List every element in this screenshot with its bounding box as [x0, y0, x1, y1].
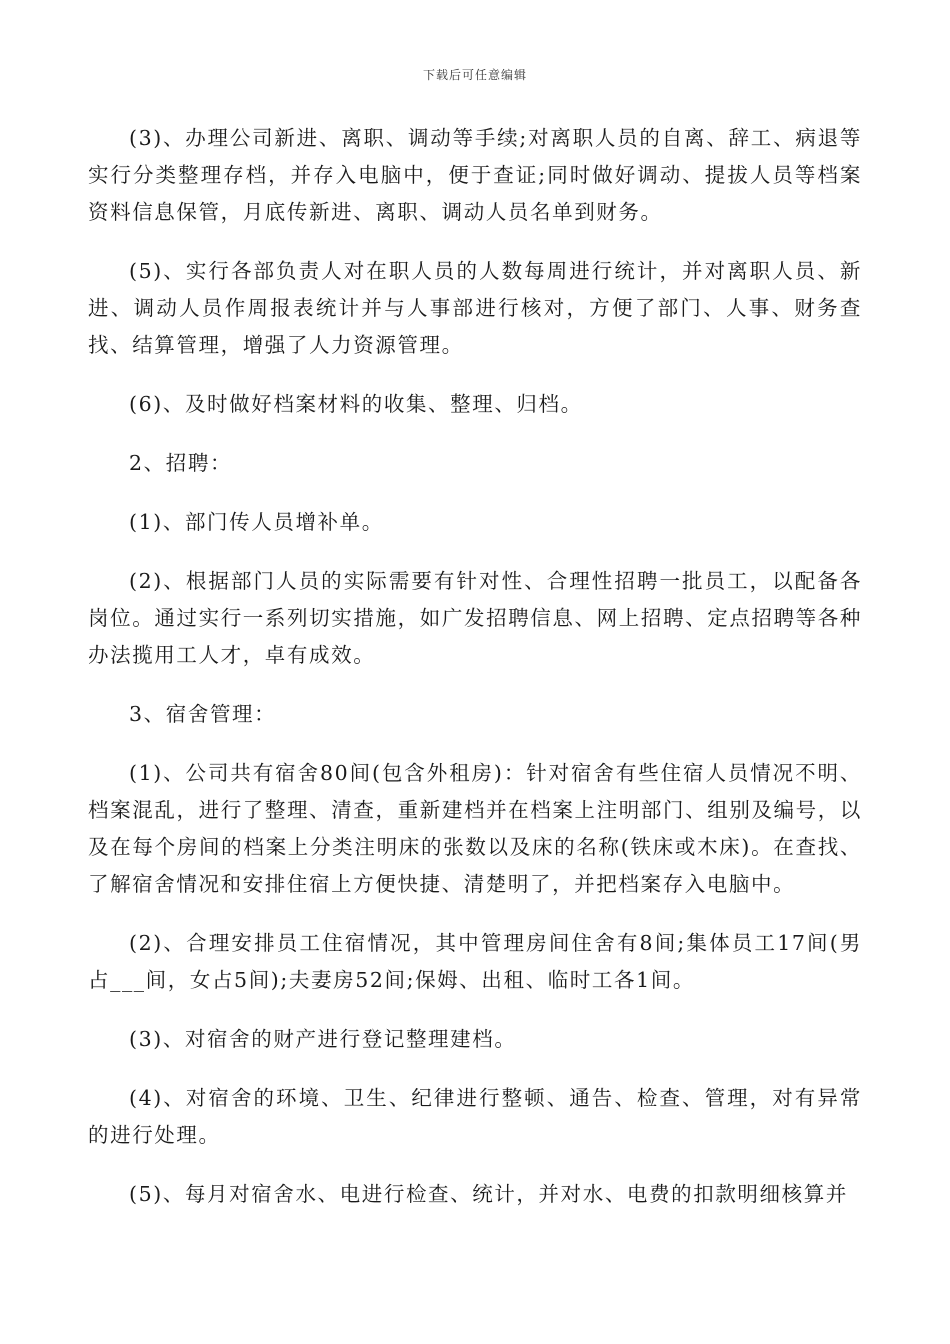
paragraph-weekly-statistics: (5)、实行各部负责人对在职人员的人数每周进行统计，并对离职人员、新进、调动人员作周报表统计并与人事部进行核对，方便了部门、人事、财务查找、结算管理，增强了人力资源管理。	[88, 259, 862, 357]
section-heading-dormitory: 3、宿舍管理：	[129, 702, 277, 726]
paragraph-environment-management: (4)、对宿舍的环境、卫生、纪律进行整顿、通告、检查、管理，对有异常的进行处理。	[88, 1086, 862, 1147]
paragraph-dormitory-count: (1)、公司共有宿舍80间(包含外租房)：针对宿舍有些住宿人员情况不明、档案混乱，进行了整理、清查，重新建档并在档案上注明部门、组别及编号，以及在每个房间的档案上分类注明床的张数以及床的名称(铁床或木床)。在查找、了解宿舍情况和安排住宿上方便快捷、清楚明了，并把档案存入电脑中。	[88, 761, 862, 896]
paragraph-archive-procedures: (3)、办理公司新进、离职、调动等手续;对离职人员的自离、辞工、病退等实行分类整理存档，并存入电脑中，便于查证;同时做好调动、提拔人员等档案资料信息保管，月底传新进、离职、调动人员名单到财务。	[88, 126, 862, 224]
section-heading-recruitment: 2、招聘：	[129, 451, 233, 475]
paragraph-staff-request: (1)、部门传人员增补单。	[129, 510, 384, 534]
paragraph-property-registration: (3)、对宿舍的财产进行登记整理建档。	[129, 1027, 517, 1051]
paragraph-housing-arrangement: (2)、合理安排员工住宿情况，其中管理房间住舍有8间;集体员工17间(男占___间，女占5间);夫妻房52间;保姆、出租、临时工各1间。	[88, 931, 862, 992]
paragraph-utilities-check: (5)、每月对宿舍水、电进行检查、统计，并对水、电费的扣款明细核算并	[129, 1182, 848, 1206]
header-note: 下载后可任意编辑	[422, 68, 527, 82]
paragraph-archive-collection: (6)、及时做好档案材料的收集、整理、归档。	[129, 392, 583, 416]
document-body	[88, 120, 862, 1235]
paragraph-recruitment-measures: (2)、根据部门人员的实际需要有针对性、合理性招聘一批员工，以配备各岗位。通过实行一系列切实措施，如广发招聘信息、网上招聘、定点招聘等各种办法揽用工人才，卓有成效。	[88, 569, 862, 667]
